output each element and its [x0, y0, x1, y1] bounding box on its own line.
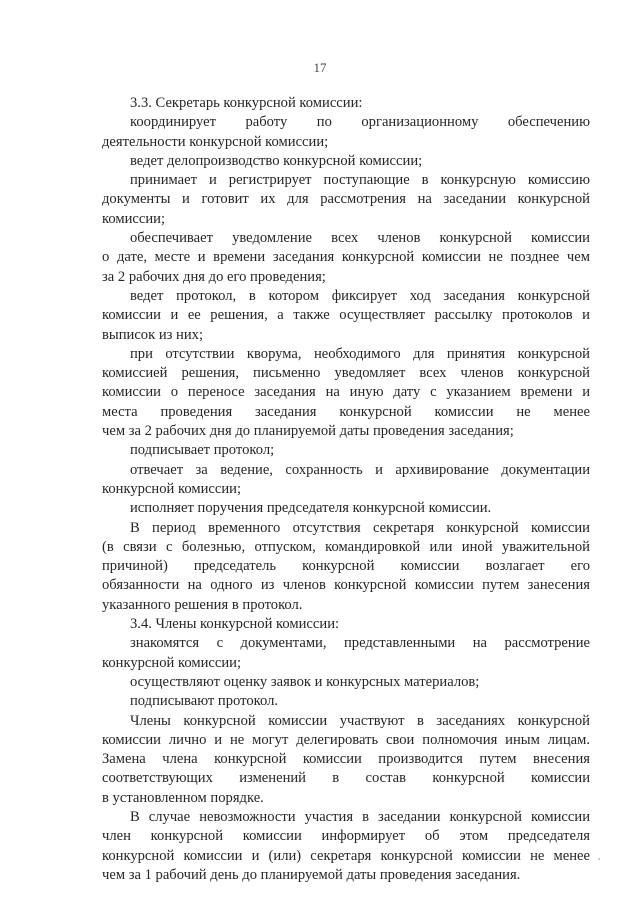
text-line: комиссией решения, письменно уведомляет всех членов конкурсной: [102, 365, 590, 382]
paragraph: [102, 673, 590, 692]
text-line: соответствующих изменений в состав конкурсной комиссии: [102, 770, 590, 787]
text-line: в установленном порядке.: [102, 789, 264, 806]
text-line: обязанности на одного из членов конкурсной комиссии путем занесения: [102, 577, 590, 594]
text-line: комиссии;: [102, 210, 166, 227]
text-line: комиссии лично и не могут делегировать свои полномочия иным лицам.: [102, 731, 590, 748]
text-line: конкурсной комиссии и (или) секретаря конкурсной комиссии не менее: [102, 847, 590, 864]
text-line: чем за 2 рабочих дня до планируемой даты проведения заседания;: [102, 423, 514, 440]
text-line: подписывает протокол;: [130, 442, 275, 459]
text-line: о дате, месте и времени заседания конкурсной комиссии не позднее чем: [102, 249, 590, 266]
text-line: конкурсной комиссии;: [102, 480, 242, 497]
paragraph: [102, 345, 590, 441]
text-line: Члены конкурсной комиссии участвуют в заседаниях конкурсной: [130, 712, 590, 729]
paragraph: [102, 441, 590, 460]
text-line: (в связи с болезнью, отпуском, командировкой или иной уважительной: [102, 538, 590, 555]
text-line: 3.3. Секретарь конкурсной комиссии:: [130, 95, 363, 111]
text-line: подписывают протокол.: [130, 693, 279, 710]
paragraph: [102, 287, 590, 345]
paragraph: [102, 692, 590, 711]
scan-speck: [598, 858, 600, 860]
paragraph: [102, 615, 590, 634]
text-line: конкурсной комиссии;: [102, 654, 242, 671]
paragraph: [102, 461, 590, 500]
text-line: ведет делопроизводство конкурсной комиссии;: [130, 152, 423, 169]
text-line: деятельности конкурсной комиссии;: [102, 133, 329, 150]
paragraph: [102, 634, 590, 673]
text-line: документы и готовит их для рассмотрения на заседании конкурсной: [102, 191, 590, 208]
page-number: 17: [313, 60, 327, 75]
text-line: комиссии и ее решения, а также осуществляет рассылку протоколов и: [102, 307, 590, 324]
text-line: В период временного отсутствия секретаря конкурсной комиссии: [130, 519, 590, 536]
text-line: выписок из них;: [102, 326, 204, 343]
text-line: за 2 рабочих дня до его проведения;: [102, 268, 326, 285]
paragraph: [102, 171, 590, 229]
text-line: чем за 1 рабочий день до планируемой даты проведения заседания.: [102, 866, 521, 883]
text-line: член конкурсной комиссии информирует об этом председателя: [102, 828, 590, 845]
text-line: В случае невозможности участия в заседании конкурсной комиссии: [130, 808, 590, 825]
text-line: принимает и регистрирует поступающие в конкурсную комиссию: [130, 172, 590, 189]
paragraph: [102, 519, 590, 615]
paragraph: [102, 712, 590, 808]
text-line: указанного решения в протокол.: [102, 596, 303, 613]
text-line: отвечает за ведение, сохранность и архивирование документации: [130, 461, 590, 478]
text-line: комиссии о переносе заседания на иную дату с указанием времени и: [102, 384, 590, 401]
paragraph: [102, 808, 590, 885]
text-line: обеспечивает уведомление всех членов конкурсной комиссии: [130, 230, 590, 247]
text-line: причиной) председатель конкурсной комиссии возлагает его: [102, 558, 590, 575]
text-line: Замена члена конкурсной комиссии производится путем внесения: [102, 751, 590, 768]
text-line: при отсутствии кворума, необходимого для принятия конкурсной: [130, 345, 590, 362]
paragraph: [102, 229, 590, 287]
paragraph: [102, 94, 590, 113]
text-line: места проведения заседания конкурсной комиссии не менее: [102, 403, 590, 420]
text-line: исполняет поручения председателя конкурсной комиссии.: [130, 500, 492, 517]
paragraph: [102, 152, 590, 171]
text-line: координирует работу по организационному обеспечению: [130, 114, 590, 131]
paragraph: [102, 499, 590, 518]
document-body: [102, 94, 590, 885]
text-line: ведет протокол, в котором фиксирует ход заседания конкурсной: [130, 287, 590, 304]
paragraph: [102, 113, 590, 152]
text-line: знакомятся с документами, представленными на рассмотрение: [130, 635, 590, 652]
text-line: осуществляют оценку заявок и конкурсных материалов;: [130, 673, 480, 690]
text-line: 3.4. Члены конкурсной комиссии:: [130, 616, 340, 633]
